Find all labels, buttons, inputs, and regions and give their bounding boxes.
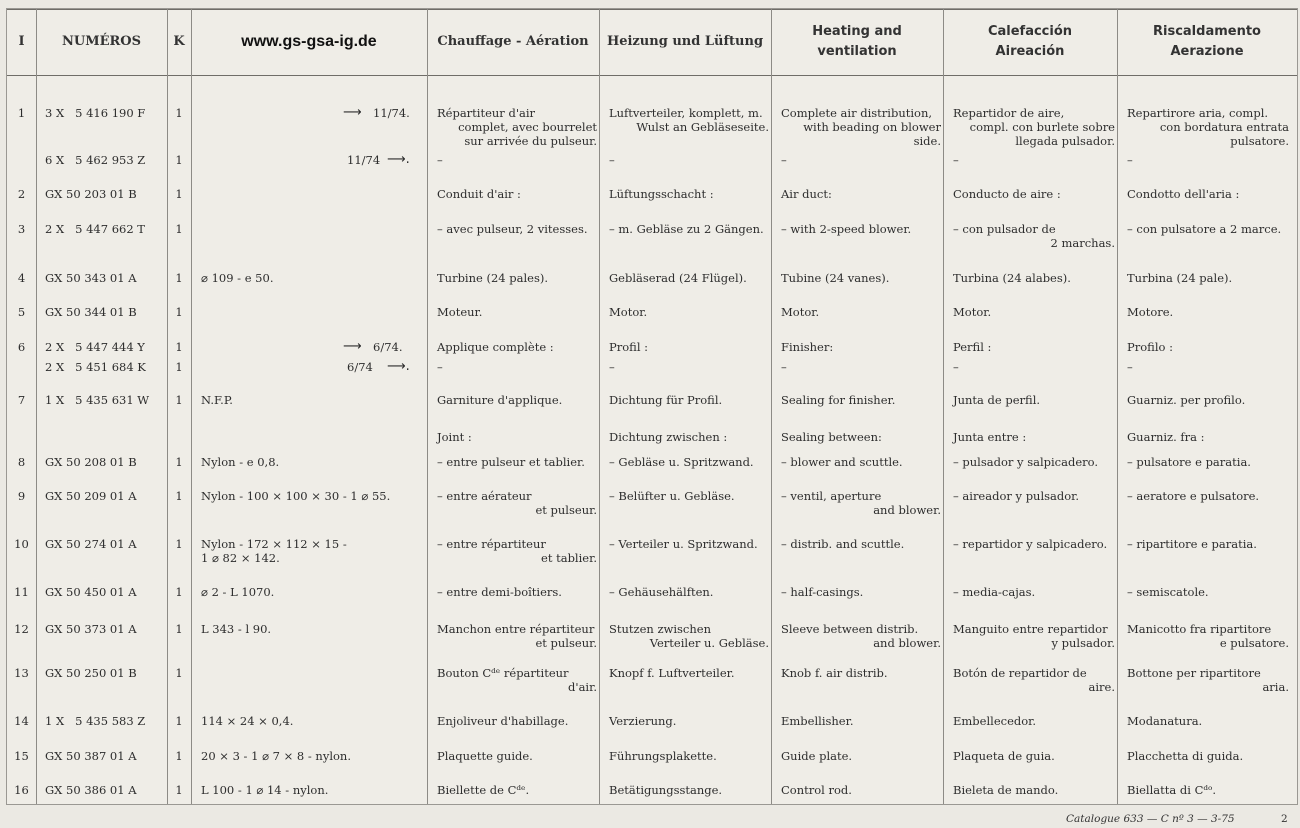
cell-line: and blower. — [873, 503, 941, 517]
cell-line: Bouton Cᵈᵉ répartiteur — [437, 666, 569, 680]
cell-fr — [437, 489, 597, 517]
cell-line: 2 marchas. — [1050, 236, 1115, 250]
cell-en: – blower and scuttle. — [781, 455, 903, 469]
column-divider — [599, 9, 600, 804]
catalogue-page — [6, 8, 1298, 805]
cell-de: Gebläserad (24 Flügel). — [609, 271, 747, 285]
cell-line: Repartidor de aire, — [953, 106, 1065, 120]
cell-fr — [437, 622, 597, 650]
cell-it: Condotto dell'aria : — [1127, 187, 1240, 201]
cell-fr — [437, 106, 597, 148]
cell-k: 1 — [175, 537, 183, 551]
cell-line: pulsatore. — [1230, 134, 1289, 148]
cell-k: 1 — [175, 714, 183, 728]
cell-i: 7 — [17, 393, 26, 407]
cell-line: – ventil, aperture — [781, 489, 882, 503]
cell-line: et pulseur. — [535, 636, 597, 650]
cell-es: Plaqueta de guia. — [953, 749, 1055, 763]
cell-it — [1127, 622, 1289, 650]
cell-line: d'air. — [568, 680, 597, 694]
cell-it — [1127, 666, 1289, 694]
cell-spec: Nylon - 100 × 100 × 30 - 1 ⌀ 55. — [201, 489, 391, 503]
cell-it: – aeratore e pulsatore. — [1127, 489, 1260, 503]
cell-i: 14 — [14, 714, 29, 728]
cell-en: Tubine (24 vanes). — [781, 271, 890, 285]
cell-it — [1127, 106, 1289, 148]
cell-en: – — [781, 360, 787, 374]
cell-line: and blower. — [873, 636, 941, 650]
header-col-numeros: NUMÉROS — [61, 34, 142, 49]
website-label: www.gs-gsa-ig.de — [241, 33, 377, 50]
cell-fr: Plaquette guide. — [437, 749, 533, 763]
cell-spec: Nylon - e 0,8. — [201, 455, 280, 469]
cell-en: Control rod. — [781, 783, 852, 797]
cell-line: – entre aérateur — [437, 489, 532, 503]
cell-en: Embellisher. — [781, 714, 854, 728]
cell-de: – m. Gebläse zu 2 Gängen. — [609, 222, 764, 236]
cell-de: Verzierung. — [609, 714, 677, 728]
cell-fr — [437, 666, 597, 694]
cell-es: Junta de perfil. — [953, 393, 1041, 407]
cell-es: Turbina (24 alabes). — [953, 271, 1071, 285]
cell-i: 1 — [17, 106, 26, 120]
header-col-spanish: Calefacción Aireación — [987, 24, 1073, 59]
cell-spec: Nylon - 172 × 112 × 15 - 1 ⌀ 82 × 142. — [201, 537, 347, 565]
cell-de: Profil : — [609, 340, 649, 354]
cell-en — [781, 106, 941, 148]
cell-date: 11/74 — [347, 153, 381, 167]
cell-k: 1 — [175, 585, 183, 599]
cell-line: Manguito entre repartidor — [953, 622, 1108, 636]
cell-fr: Enjoliveur d'habillage. — [437, 714, 569, 728]
cell-it: – ripartitore e paratia. — [1127, 537, 1257, 551]
cell-de — [609, 106, 769, 134]
cell-es: Motor. — [953, 305, 992, 319]
header-col-english: Heating and ventilation — [812, 24, 902, 59]
cell-k: 1 — [175, 305, 183, 319]
cell-i: 6 — [17, 340, 26, 354]
cell-es — [953, 622, 1115, 650]
cell-en: – distrib. and scuttle. — [781, 537, 905, 551]
cell-line: Luftverteiler, komplett, m. — [609, 106, 763, 120]
cell-de: Dichtung für Profil. — [609, 393, 723, 407]
cell-fr: Conduit d'air : — [437, 187, 521, 201]
cell-k: 1 — [175, 666, 183, 680]
cell-de — [609, 622, 769, 650]
cell-fr: Turbine (24 pales). — [437, 271, 549, 285]
cell-es: – repartidor y salpicadero. — [953, 537, 1108, 551]
cell-i: 16 — [14, 783, 29, 797]
cell-en: Finisher: — [781, 340, 834, 354]
cell-line: y pulsador. — [1051, 636, 1115, 650]
header-col-german: Heizung und Lüftung — [606, 34, 764, 49]
cell-line: Repartirore aria, compl. — [1127, 106, 1269, 120]
cell-k: 1 — [175, 222, 183, 236]
column-divider — [427, 9, 428, 804]
cell-en: Sealing for finisher. — [781, 393, 896, 407]
cell-line: llegada pulsador. — [1015, 134, 1115, 148]
cell-en — [781, 622, 941, 650]
cell-en: – half-casings. — [781, 585, 864, 599]
cell-i: 15 — [14, 749, 29, 763]
cell-line: complet, avec bourrelet — [458, 120, 597, 134]
cell-it: Modanatura. — [1127, 714, 1203, 728]
cell-fr: Joint : — [437, 430, 472, 444]
cell-k: 1 — [175, 106, 183, 120]
cell-i: 10 — [14, 537, 29, 551]
cell-de: Dichtung zwischen : — [609, 430, 728, 444]
cell-de: Lüftungsschacht : — [609, 187, 714, 201]
cell-line: Wulst an Gebläseseite. — [636, 120, 769, 134]
cell-it: Guarniz. fra : — [1127, 430, 1205, 444]
header-col-italian: Riscaldamento Aerazione — [1153, 24, 1261, 59]
cell-es: Perfil : — [953, 340, 992, 354]
cell-line: e pulsatore. — [1219, 636, 1289, 650]
cell-en — [781, 489, 941, 517]
cell-k: 1 — [175, 340, 183, 354]
cell-k: 1 — [175, 153, 183, 167]
cell-line: aire. — [1088, 680, 1115, 694]
cell-es: Conducto de aire : — [953, 187, 1061, 201]
cell-de: – Gehäusehälften. — [609, 585, 714, 599]
cell-it: Profilo : — [1127, 340, 1173, 354]
column-divider — [191, 9, 192, 804]
cell-es: Junta entre : — [953, 430, 1027, 444]
cell-k: 1 — [175, 455, 183, 469]
header-bottom-rule — [7, 75, 1297, 76]
cell-num: GX 50 208 01 B — [45, 455, 137, 469]
cell-date: 6/74 — [347, 360, 373, 374]
cell-num: GX 50 373 01 A — [45, 622, 137, 636]
cell-it: – semiscatole. — [1127, 585, 1209, 599]
cell-num: GX 50 344 01 B — [45, 305, 137, 319]
cell-en: Guide plate. — [781, 749, 853, 763]
cell-num: 1 X 5 435 583 Z — [45, 714, 146, 728]
cell-de: Knopf f. Luftverteiler. — [609, 666, 735, 680]
cell-i: 13 — [14, 666, 29, 680]
cell-line: Manicotto fra ripartitore — [1127, 622, 1272, 636]
cell-es: Bieleta de mando. — [953, 783, 1059, 797]
cell-es — [953, 666, 1115, 694]
column-divider — [36, 9, 37, 804]
cell-i: 5 — [17, 305, 26, 319]
cell-k: 1 — [175, 360, 183, 374]
cell-it: – con pulsatore a 2 marce. — [1127, 222, 1282, 236]
cell-i: 12 — [14, 622, 29, 636]
cell-en: Air duct: — [781, 187, 832, 201]
arrow-icon: ⟶ — [343, 339, 362, 354]
cell-en: Motor. — [781, 305, 820, 319]
cell-line: con bordatura entrata — [1159, 120, 1289, 134]
cell-i: 8 — [17, 455, 26, 469]
cell-line: Répartiteur d'air — [437, 106, 536, 120]
column-divider — [943, 9, 944, 804]
cell-num: 3 X 5 416 190 F — [45, 106, 146, 120]
cell-num: GX 50 386 01 A — [45, 783, 137, 797]
cell-date: 6/74. — [373, 340, 403, 354]
arrow-icon: ⟶. — [387, 152, 410, 167]
cell-en: Sealing between: — [781, 430, 882, 444]
cell-num: GX 50 250 01 B — [45, 666, 137, 680]
cell-es — [953, 222, 1115, 250]
cell-i: 9 — [17, 489, 26, 503]
cell-es — [953, 106, 1115, 148]
cell-line: Verteiler u. Gebläse. — [649, 636, 769, 650]
cell-it: – pulsatore e paratia. — [1127, 455, 1251, 469]
cell-i: 11 — [14, 585, 29, 599]
cell-num: GX 50 203 01 B — [45, 187, 137, 201]
cell-es: – aireador y pulsador. — [953, 489, 1080, 503]
cell-k: 1 — [175, 622, 183, 636]
cell-num: GX 50 209 01 A — [45, 489, 137, 503]
cell-es: – pulsador y salpicadero. — [953, 455, 1099, 469]
cell-en: Knob f. air distrib. — [781, 666, 888, 680]
page-number: 2 — [1281, 813, 1288, 825]
cell-line: Sleeve between distrib. — [781, 622, 919, 636]
cell-num: GX 50 387 01 A — [45, 749, 137, 763]
cell-i: 3 — [17, 222, 26, 236]
cell-num: 2 X 5 451 684 K — [45, 360, 146, 374]
cell-de: – Belüfter u. Gebläse. — [609, 489, 735, 503]
cell-num: GX 50 274 01 A — [45, 537, 137, 551]
cell-spec: L 100 - 1 ⌀ 14 - nylon. — [201, 783, 329, 797]
column-divider — [1117, 9, 1118, 804]
cell-k: 1 — [175, 187, 183, 201]
cell-de: Führungsplakette. — [609, 749, 717, 763]
header-col-french: Chauffage - Aération — [437, 34, 589, 49]
cell-line: – con pulsador de — [953, 222, 1056, 236]
cell-line: – entre répartiteur — [437, 537, 546, 551]
cell-spec: 20 × 3 - 1 ⌀ 7 × 8 - nylon. — [201, 749, 351, 763]
cell-it: Biellatta di Cᵈᵒ. — [1127, 783, 1217, 797]
cell-spec: 114 × 24 × 0,4. — [201, 714, 294, 728]
cell-line: side. — [913, 134, 941, 148]
cell-fr: Biellette de Cᵈᵉ. — [437, 783, 530, 797]
cell-de: – — [609, 360, 615, 374]
cell-i: 4 — [17, 271, 26, 285]
cell-line: compl. con burlete sobre — [969, 120, 1115, 134]
cell-num: GX 50 343 01 A — [45, 271, 137, 285]
column-divider — [771, 9, 772, 804]
cell-fr — [437, 537, 597, 565]
cell-es: Embellecedor. — [953, 714, 1037, 728]
cell-line: Botón de repartidor de — [953, 666, 1087, 680]
cell-it: – — [1127, 153, 1133, 167]
cell-line: with beading on blower — [803, 120, 941, 134]
cell-line: et tablier. — [541, 551, 597, 565]
cell-de: Motor. — [609, 305, 648, 319]
cell-fr: – entre pulseur et tablier. — [437, 455, 585, 469]
cell-i: 2 — [17, 187, 26, 201]
cell-de: – Gebläse u. Spritzwand. — [609, 455, 754, 469]
cell-num: GX 50 450 01 A — [45, 585, 137, 599]
cell-line: Stutzen zwischen — [609, 622, 711, 636]
cell-spec: ⌀ 109 - e 50. — [201, 271, 274, 285]
arrow-icon: ⟶ — [343, 105, 362, 120]
cell-num: 2 X 5 447 444 Y — [45, 340, 145, 354]
cell-line: aria. — [1262, 680, 1289, 694]
cell-de: Betätigungsstange. — [609, 783, 723, 797]
header-col-i: I — [18, 34, 25, 49]
cell-date: 11/74. — [373, 106, 410, 120]
cell-en: – — [781, 153, 787, 167]
cell-num: 6 X 5 462 953 Z — [45, 153, 146, 167]
cell-it: Placchetta di guida. — [1127, 749, 1244, 763]
header-col-k: K — [173, 34, 185, 49]
cell-es: – — [953, 153, 959, 167]
cell-k: 1 — [175, 783, 183, 797]
cell-fr: Garniture d'applique. — [437, 393, 563, 407]
cell-it: – — [1127, 360, 1133, 374]
cell-line: Manchon entre répartiteur — [437, 622, 595, 636]
cell-spec: N.F.P. — [201, 393, 233, 407]
cell-k: 1 — [175, 271, 183, 285]
cell-fr: Moteur. — [437, 305, 483, 319]
cell-it: Motore. — [1127, 305, 1174, 319]
cell-line: sur arrivée du pulseur. — [464, 134, 597, 148]
cell-k: 1 — [175, 749, 183, 763]
cell-spec: ⌀ 2 - L 1070. — [201, 585, 275, 599]
cell-num: 1 X 5 435 631 W — [45, 393, 150, 407]
cell-line: Complete air distribution, — [781, 106, 933, 120]
cell-k: 1 — [175, 393, 183, 407]
cell-line: et pulseur. — [535, 503, 597, 517]
cell-de: – Verteiler u. Spritzwand. — [609, 537, 758, 551]
cell-de: – — [609, 153, 615, 167]
cell-fr: – — [437, 153, 443, 167]
cell-fr: Applique complète : — [437, 340, 554, 354]
cell-es: – media-cajas. — [953, 585, 1036, 599]
cell-fr: – — [437, 360, 443, 374]
cell-it: Turbina (24 pale). — [1127, 271, 1233, 285]
cell-fr: – avec pulseur, 2 vitesses. — [437, 222, 588, 236]
catalogue-reference: Catalogue 633 — C nº 3 — 3-75 — [1066, 813, 1235, 825]
cell-it: Guarniz. per profilo. — [1127, 393, 1246, 407]
cell-num: 2 X 5 447 662 T — [45, 222, 145, 236]
cell-es: – — [953, 360, 959, 374]
cell-en: – with 2-speed blower. — [781, 222, 912, 236]
cell-k: 1 — [175, 489, 183, 503]
cell-line: Bottone per ripartitore — [1127, 666, 1261, 680]
cell-spec: L 343 - l 90. — [201, 622, 272, 636]
cell-fr: – entre demi-boîtiers. — [437, 585, 562, 599]
arrow-icon: ⟶. — [387, 359, 410, 374]
